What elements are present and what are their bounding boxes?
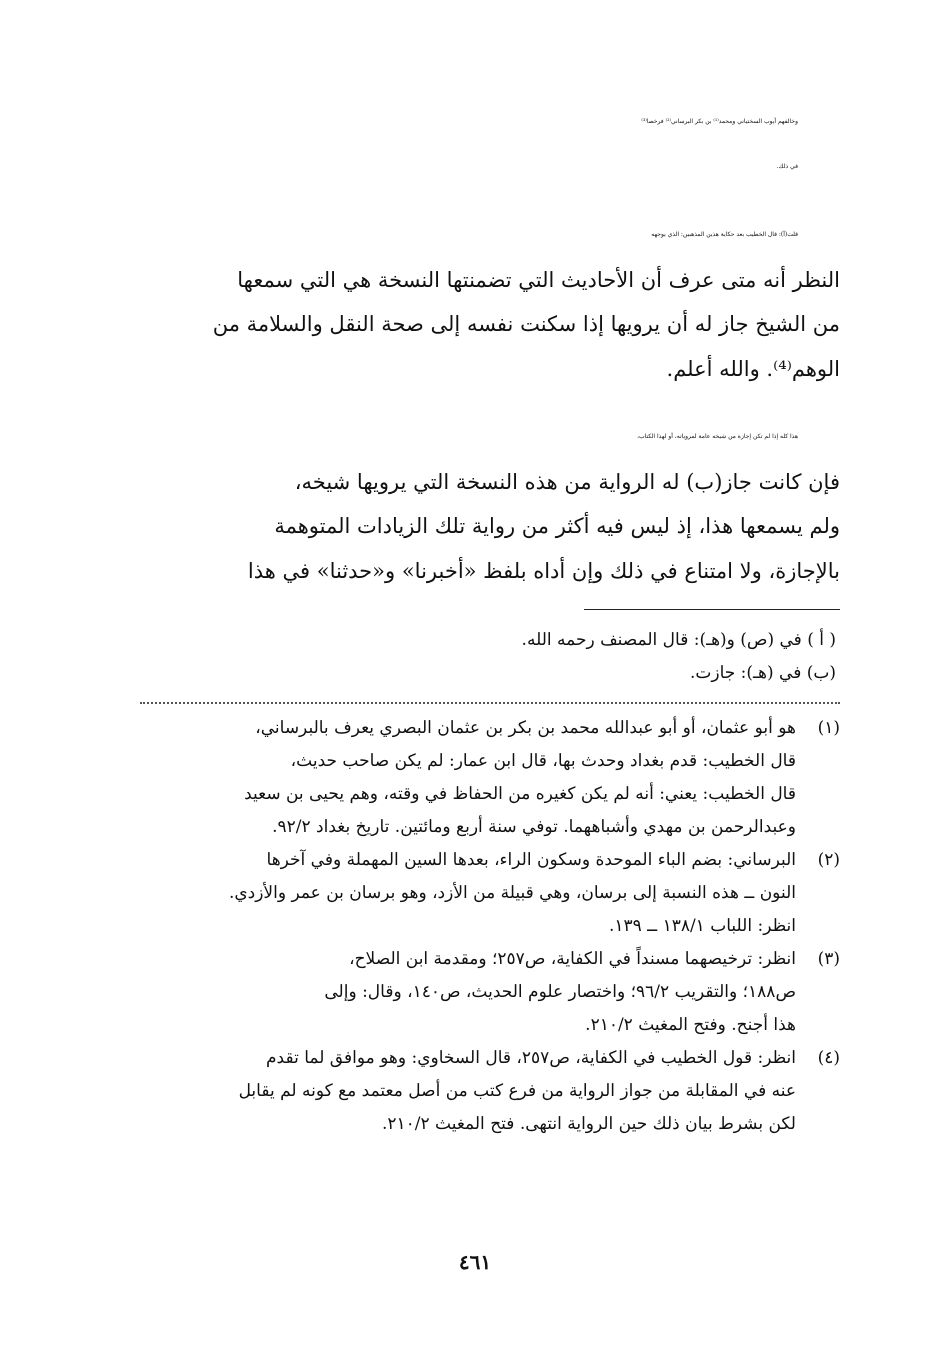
numbered-footnotes xyxy=(140,712,840,1141)
text-line: في ذلك. xyxy=(776,162,798,170)
text-line: فإن كانت جاز(ب) له الرواية من هذه النسخة التي يرويها شيخه، xyxy=(294,469,840,494)
footnote-line: انظر: اللباب ١٣٨/١ ــ ١٣٩. xyxy=(608,916,796,936)
footnote-line: انظر: ترخيصهما مسنداً في الكفاية، ص٢٥٧؛ ومقدمة ابن الصلاح، xyxy=(349,949,796,969)
footnote-body xyxy=(140,943,796,1042)
footnote-line: هو أبو عثمان، أو أبو عبدالله محمد بن بكر بن عثمان البصري يعرف بالبرساني، xyxy=(255,718,796,738)
text-line: بالإجازة، ولا امتناع في ذلك وإن أداه بلفظ «أخبرنا» و«حدثنا» في هذا xyxy=(247,558,840,583)
footnote-number: (٤) xyxy=(817,1048,840,1068)
dotted-separator xyxy=(140,702,840,704)
text-line: الوهم⁽⁴⁾. والله أعلم. xyxy=(666,356,840,381)
footnote-3 xyxy=(140,943,840,1042)
main-paragraph-1 xyxy=(140,100,840,189)
text-line: ولم يسمعها هذا، إذ ليس فيه أكثر من رواية تلك الزيادات المتوهمة xyxy=(274,514,840,538)
footnote-line: النون ــ هذه النسبة إلى برسان، وهي قبيلة من الأزد، وهو برسان بن عمر والأزدي. xyxy=(228,883,796,903)
footnote-number: (٣) xyxy=(817,949,840,969)
text-line: هذا كله إذا لم تكن إجازة من شيخه عامة لمروياته، أو لهذا الكتاب، xyxy=(637,433,798,440)
footnote-body xyxy=(140,1042,796,1141)
footnote-1 xyxy=(140,712,840,844)
footnote-separator xyxy=(584,609,840,610)
page-body xyxy=(140,100,840,1141)
text-line: وخالفهم أيوب السختياني ومحمد⁽¹⁾ بن بكر البرساني⁽²⁾ فرخصا⁽³⁾ xyxy=(641,118,798,125)
text-line: من الشيخ جاز له أن يرويها إذا سكنت نفسه إلى صحة النقل والسلامة من xyxy=(212,312,840,336)
footnote-line: قال الخطيب: يعني: أنه لم يكن كغيره من الحفاظ في وقته، وهم يحيى بن سعيد xyxy=(244,784,796,804)
main-paragraph-3 xyxy=(140,415,840,593)
footnote-line: ص١٨٨؛ والتقريب ٩٦/٢؛ واختصار علوم الحديث، ص١٤٠، وقال: وإلى xyxy=(324,982,796,1002)
text-line: النظر أنه متى عرف أن الأحاديث التي تضمنتها النسخة هي التي سمعها xyxy=(237,267,840,292)
footnote-letter-b: (ب) في (هـ): جازت. xyxy=(689,663,836,683)
footnote-line: عنه في المقابلة من جواز الرواية من فرع كتب من أصل معتمد مع كونه لم يقابل xyxy=(238,1081,796,1101)
footnote-number: (٢) xyxy=(817,850,840,870)
page-number: ٤٦١ xyxy=(458,1250,492,1274)
footnote-number: (١) xyxy=(817,718,840,738)
footnote-2 xyxy=(140,844,840,943)
footnote-line: لكن بشرط بيان ذلك حين الرواية انتهى. فتح المغيث ٢١٠/٢. xyxy=(381,1114,796,1134)
footnote-body xyxy=(140,712,796,844)
main-paragraph-2 xyxy=(140,213,840,391)
footnote-body xyxy=(140,844,796,943)
footnote-line: البرساني: بضم الباء الموحدة وسكون الراء، بعدها السين المهملة وفي آخرها xyxy=(266,850,796,870)
text-line: قلت(أ): قال الخطيب بعد حكاية هذين المذهبين: الذي يوجهه xyxy=(651,231,798,238)
footnote-line: وعبدالرحمن بن مهدي وأشباههما. توفي سنة أربع ومائتين. تاريخ بغداد ٩٢/٢. xyxy=(272,817,796,837)
footnote-line: قال الخطيب: قدم بغداد وحدث بها، قال ابن عمار: لم يكن صاحب حديث، xyxy=(290,751,796,771)
letter-footnotes xyxy=(140,624,840,690)
footnote-line: انظر: قول الخطيب في الكفاية، ص٢٥٧، قال السخاوي: وهو موافق لما تقدم xyxy=(266,1048,796,1068)
footnote-4 xyxy=(140,1042,840,1141)
footnote-line: هذا أجنح. وفتح المغيث ٢١٠/٢. xyxy=(585,1015,796,1035)
footnote-letter-a: ( أ ) في (ص) و(هـ): قال المصنف رحمه الله. xyxy=(521,630,836,650)
